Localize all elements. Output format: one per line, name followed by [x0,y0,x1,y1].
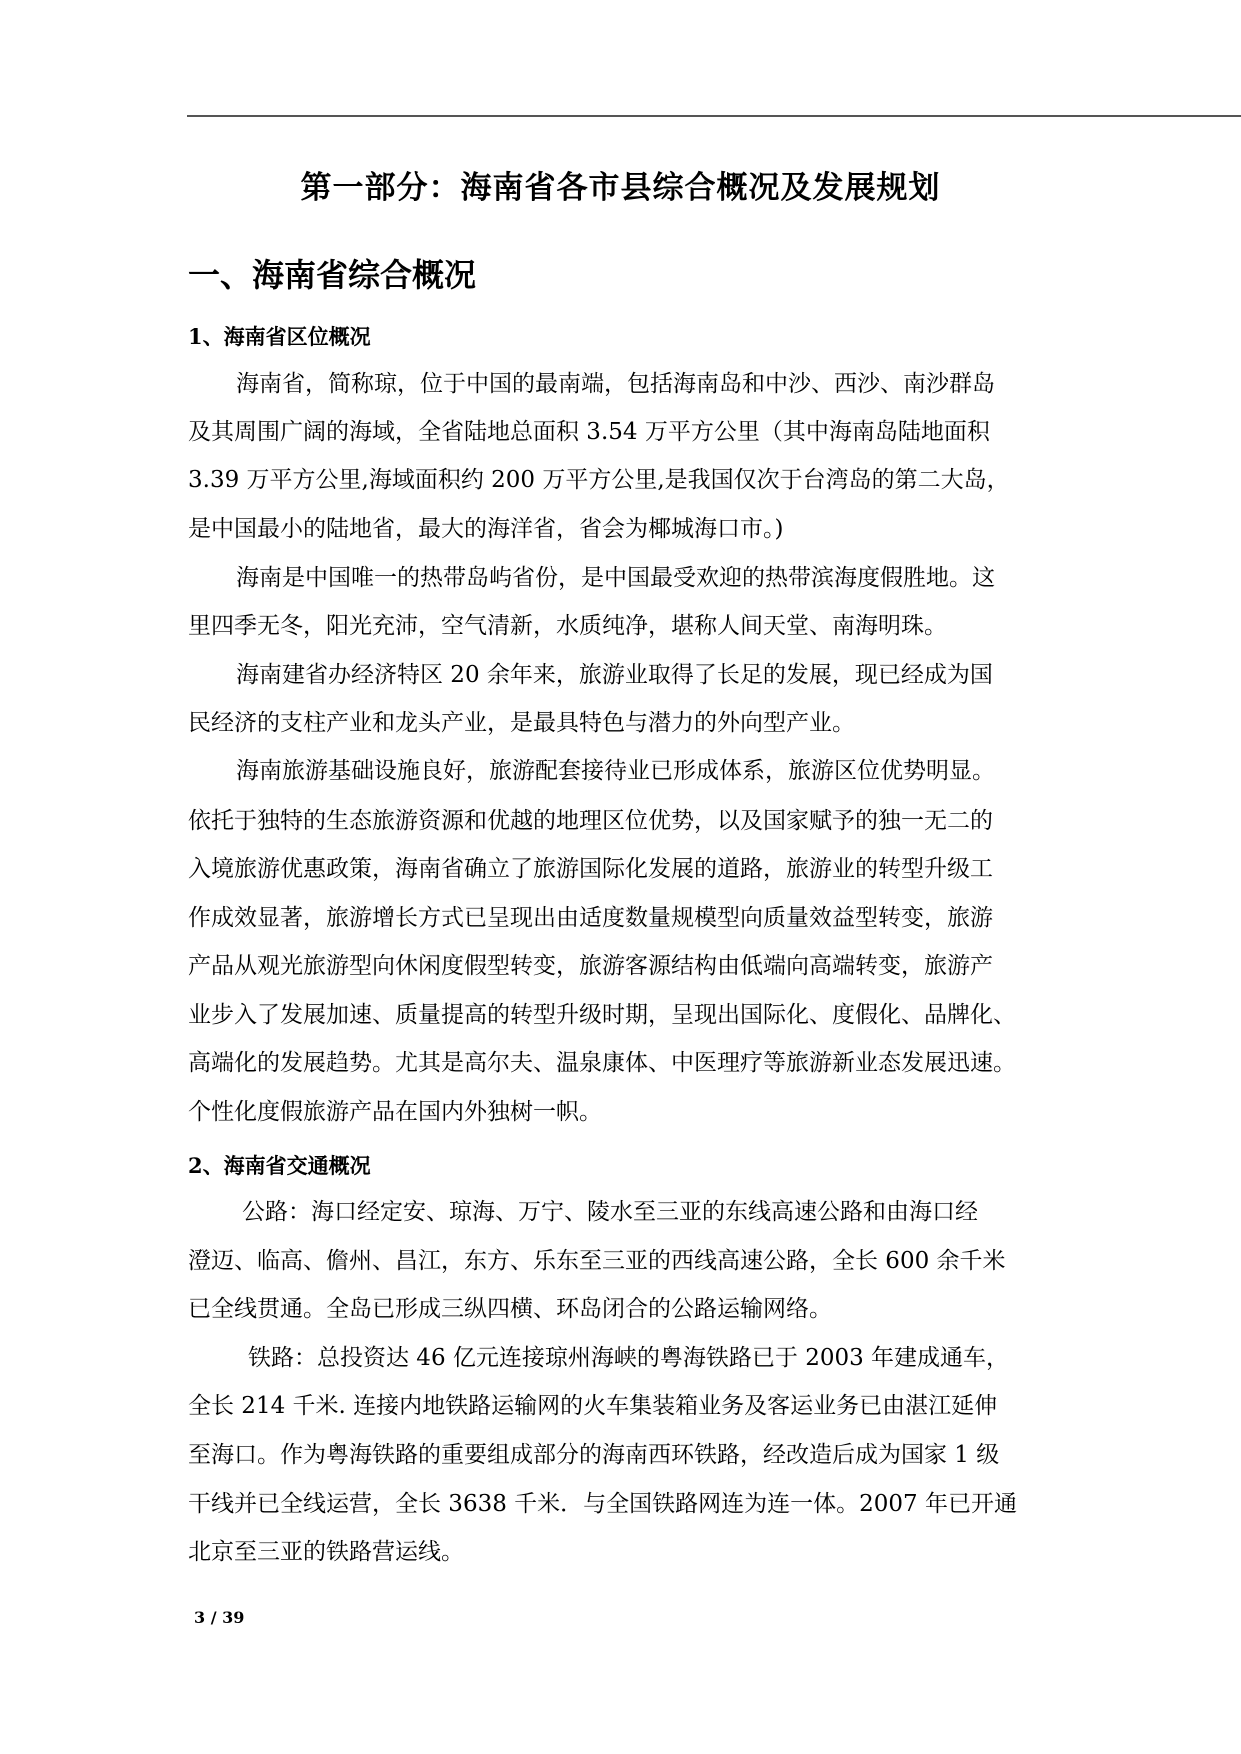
header-rule [187,115,1241,117]
chapter-title: 一、海南省综合概况 [188,256,477,294]
paragraph-line: 海南是中国唯一的热带岛屿省份，是中国最受欢迎的热带滨海度假胜地。这 [236,565,995,591]
paragraph-line: 海南省，简称琼，位于中国的最南端，包括海南岛和中沙、西沙、南沙群岛 [236,371,995,397]
paragraph-line: 3.39 万平方公里,海域面积约 200 万平方公里,是我国仅次于台湾岛的第二大岛， [188,467,1010,493]
paragraph-line: 至海口。作为粤海铁路的重要组成部分的海南西环铁路，经改造后成为国家 1 级 [188,1442,1000,1468]
section-heading-location: 1、海南省区位概况 [188,324,371,349]
paragraph-line: 及其周围广阔的海域，全省陆地总面积 3.54 万平方公里（其中海南岛陆地面积 [188,419,990,445]
paragraph-line: 铁路：总投资达 46 亿元连接琼州海峡的粤海铁路已于 2003 年建成通车， [248,1345,1010,1371]
paragraph-line: 高端化的发展趋势。尤其是高尔夫、温泉康体、中医理疗等旅游新业态发展迅速。 [188,1050,1016,1076]
paragraph-line: 产品从观光旅游型向休闲度假型转变，旅游客源结构由低端向高端转变，旅游产 [188,953,993,979]
paragraph-line: 作成效显著，旅游增长方式已呈现出由适度数量规模型向质量效益型转变，旅游 [188,905,993,931]
paragraph-line: 依托于独特的生态旅游资源和优越的地理区位优势，以及国家赋予的独一无二的 [188,808,993,834]
paragraph-line: 民经济的支柱产业和龙头产业，是最具特色与潜力的外向型产业。 [188,710,855,736]
paragraph-line: 是中国最小的陆地省，最大的海洋省，省会为椰城海口市。) [188,516,784,542]
paragraph-line: 入境旅游优惠政策，海南省确立了旅游国际化发展的道路，旅游业的转型升级工 [188,856,993,882]
paragraph-line: 北京至三亚的铁路营运线。 [188,1539,464,1565]
section-heading-transport: 2、海南省交通概况 [188,1153,371,1178]
paragraph-line: 个性化度假旅游产品在国内外独树一帜。 [188,1099,602,1125]
paragraph-line: 澄迈、临高、儋州、昌江，东方、乐东至三亚的西线高速公路，全长 600 余千米 [188,1248,1006,1274]
paragraph-line: 里四季无冬，阳光充沛，空气清新，水质纯净，堪称人间天堂、南海明珠。 [188,613,947,639]
paragraph-line: 海南旅游基础设施良好，旅游配套接待业已形成体系，旅游区位优势明显。 [236,758,995,784]
paragraph-line: 已全线贯通。全岛已形成三纵四横、环岛闭合的公路运输网络。 [188,1296,832,1322]
paragraph-line: 业步入了发展加速、质量提高的转型升级时期，呈现出国际化、度假化、品牌化、 [188,1002,1016,1028]
paragraph-line: 公路：海口经定安、琼海、万宁、陵水至三亚的东线高速公路和由海口经 [242,1199,978,1225]
paragraph-line: 干线并已全线运营，全长 3638 千米．与全国铁路网连为连一体。2007 年已开通 [188,1491,1017,1517]
paragraph-line: 全长 214 千米. 连接内地铁路运输网的火车集装箱业务及客运业务已由湛江延伸 [188,1393,998,1419]
paragraph-line: 海南建省办经济特区 20 余年来，旅游业取得了长足的发展，现已经成为国 [236,662,993,688]
page-number: 3 / 39 [194,1608,245,1627]
part-title: 第一部分：海南省各市县综合概况及发展规划 [300,170,941,206]
